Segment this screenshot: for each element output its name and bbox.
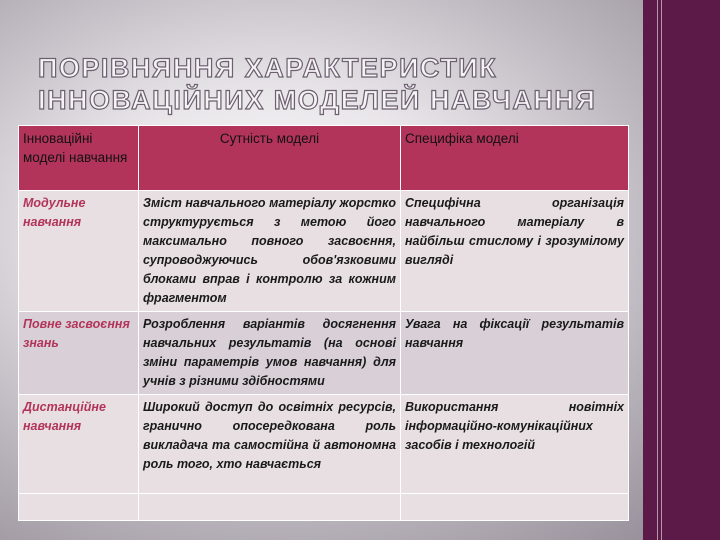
header-cell-essence: Сутність моделі (139, 126, 401, 191)
comparison-table (18, 125, 629, 521)
model-essence-cell: Розроблення варіантів досягнення навчальних результатів (на основі зміни параметрів умов навчання) для учнів з різними здібностями (139, 312, 401, 395)
slide-title (38, 52, 638, 116)
table-empty-row (19, 494, 629, 521)
empty-cell (139, 494, 401, 521)
model-specifics-cell: Використання новітніх інформаційно-комунікаційних засобів і технологій (401, 395, 629, 494)
header-cell-models: Інноваційні моделі навчання (19, 126, 139, 191)
model-name-cell: Повне засвоєння знань (19, 312, 139, 395)
slide-title-line-1: ПОРІВНЯННЯ ХАРАКТЕРИСТИК (38, 53, 498, 83)
model-specifics-cell: Увага на фіксації результатів навчання (401, 312, 629, 395)
model-essence-cell: Широкий доступ до освітніх ресурсів, гранично опосередкована роль викладача та самостійна й автономна роль того, хто навчається (139, 395, 401, 494)
decorative-side-band (643, 0, 720, 540)
model-essence-cell: Зміст навчального матеріалу жорстко структурується з метою його максимально повного засвоєння, супроводжуючись обов'язковими блоками вправ і контролю за кожним фрагментом (139, 191, 401, 312)
model-name-cell: Модульне навчання (19, 191, 139, 312)
table-row (19, 312, 629, 395)
slide-title-line-2: ІННОВАЦІЙНИХ МОДЕЛЕЙ НАВЧАННЯ (38, 85, 597, 115)
table-row (19, 395, 629, 494)
decorative-line (661, 0, 662, 540)
empty-cell (401, 494, 629, 521)
empty-cell (19, 494, 139, 521)
table-row (19, 191, 629, 312)
decorative-line (657, 0, 658, 540)
header-cell-specifics: Специфіка моделі (401, 126, 629, 191)
model-name-cell: Дистанційне навчання (19, 395, 139, 494)
table-header-row (19, 126, 629, 191)
model-specifics-cell: Специфічна організація навчального матеріалу в найбільш стислому і зрозумілому вигляді (401, 191, 629, 312)
